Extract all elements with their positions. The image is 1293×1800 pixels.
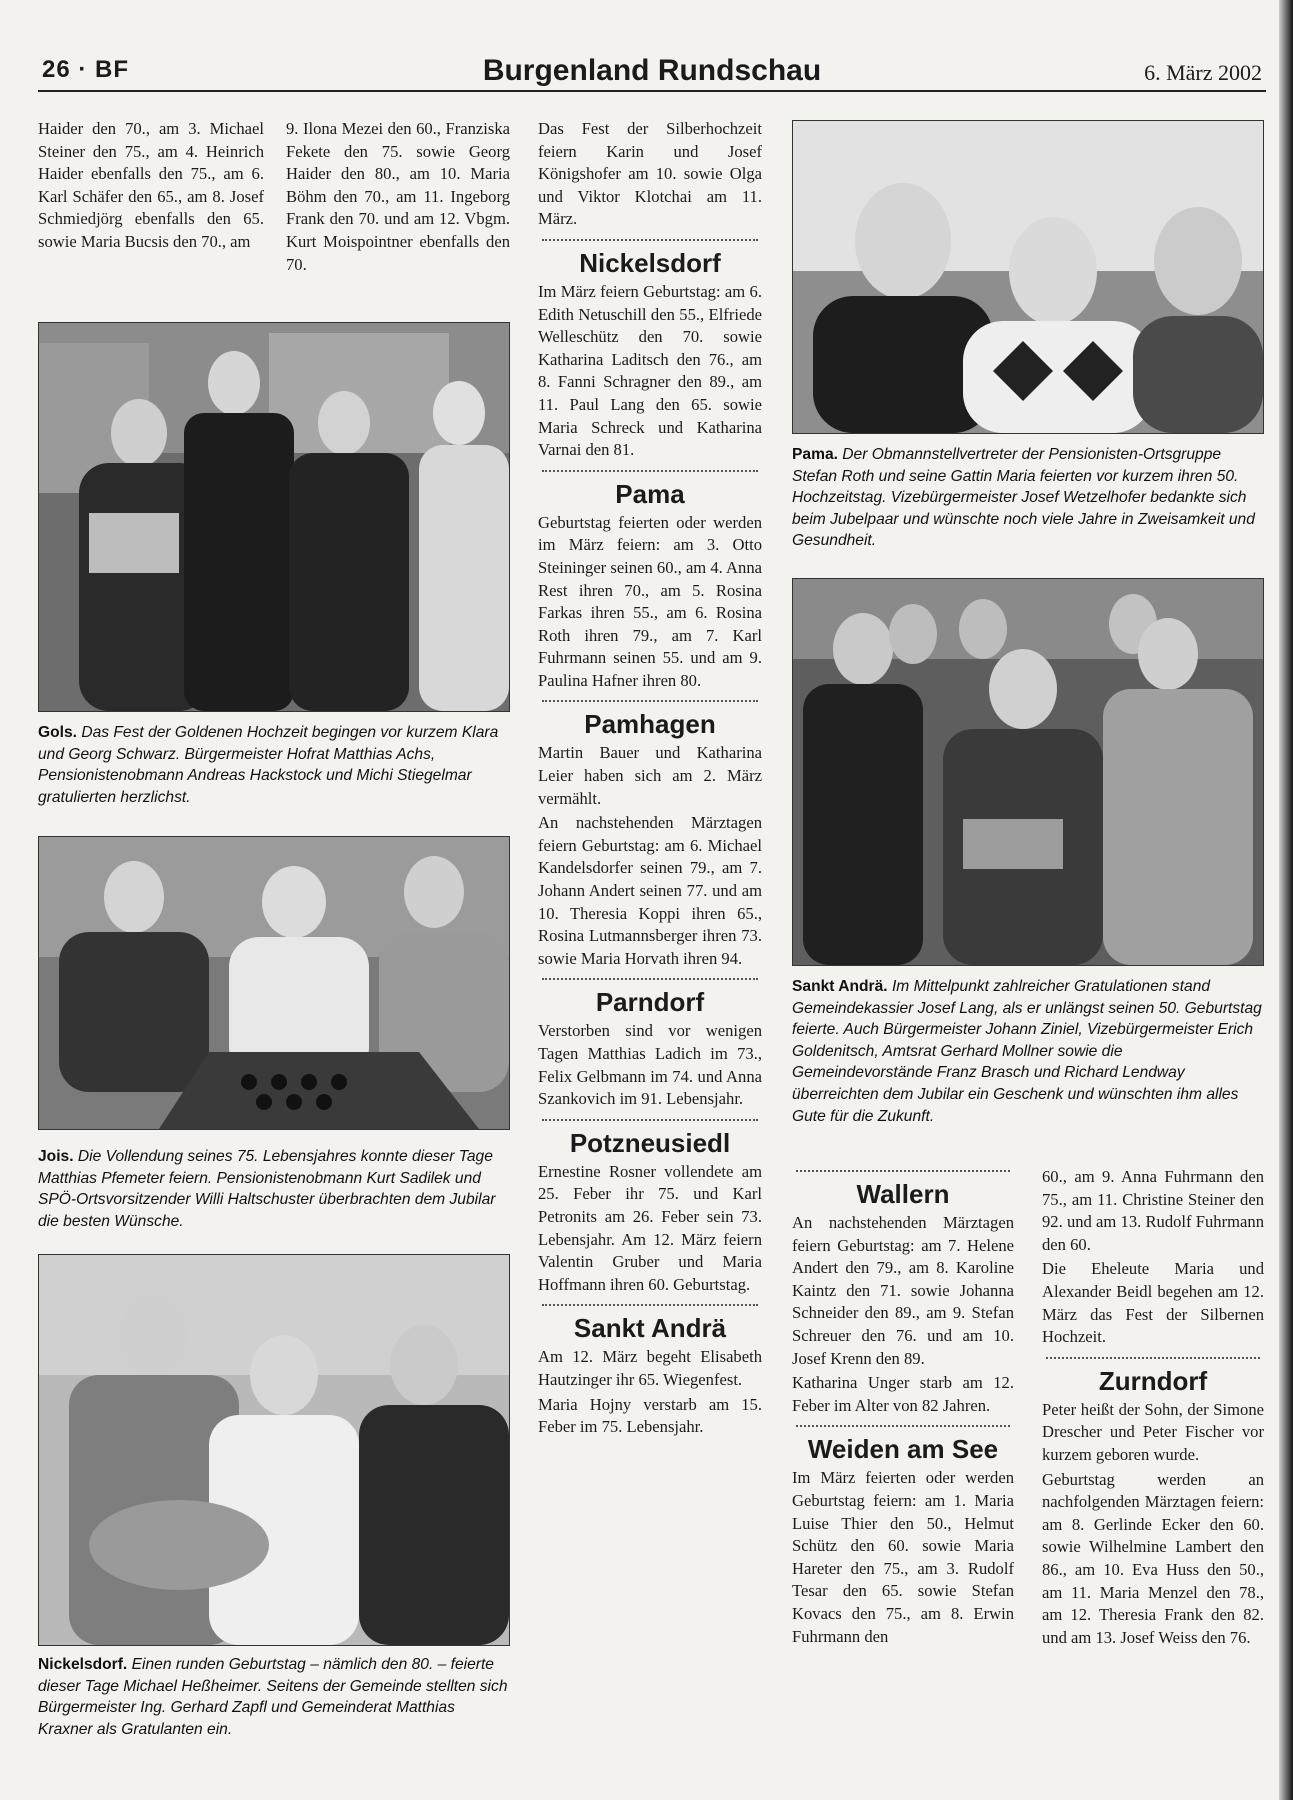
weiden-text-cont: 60., am 9. Anna Fuhrmann den 75., am 11. Christine Steiner den 92. und am 13. Rudolf Fuhrmann den 60. [1042,1167,1264,1254]
heading-wallern: Wallern [856,1179,950,1209]
heading-weiden-am-see: Weiden am See [807,1434,999,1465]
photo-gols [38,322,510,712]
zurndorf-text-2: Geburtstag werden an nachfolgenden Märztagen feiern: am 8. Gerlinde Ecker den 60. sowie Wilhelmine Lambert den 86., am 10. Eva Huss den 50., am 11. Maria Menzel den 78., am 12. Theresia Frank den 82. und am 13. Josef Weiss den 76. [1042,1469,1264,1647]
nickelsdorf-text: Im März feiern Geburtstag: am 6. Edith Netuschill den 55., Elfriede Welleschütz den 70. sowie Katharina Laditsch den 76., am 8. Fanni Schragner den 89., am 11. Paul Lang den 65. sowie Maria Schreck und Katharina Varnai den 81. [538,281,762,460]
pamhagen-text-2: An nachstehenden Märztagen feiern Geburtstag: am 6. Michael Kandelsdorfer seinen 79., am 7. Johann Andert seinen 77. und am 10. Theresia Koppi ihren 65., Rosina Lutmannsberger ihren 73. sowie Maria Horvath ihren 94. [538,813,762,968]
article-col1-top [38,118,264,256]
photo-pama [792,120,1264,434]
article-col4 [792,1162,1014,1650]
photo-sankt-andrae-image [793,579,1263,965]
wallern-text-2: Katharina Unger starb am 12. Feber im Alter von 82 Jahren. [792,1373,1014,1415]
article-col5 [1042,1166,1264,1651]
weiden-text: Im März feierten oder werden Geburtstag feiern: am 1. Maria Luise Thier den 50., Helmut Schütz den 60. sowie Maria Hareter den 75., am 3. Rudolf Tesar den 65. sowie Stefan Kovacs den 75., am 8. Erwin Fuhrmann den [792,1468,1014,1646]
caption-pama [792,444,1264,552]
photo-pama-image [793,121,1263,433]
heading-parndorf: Parndorf [595,987,705,1018]
pamhagen-text-1: Martin Bauer und Katharina Leier haben sich am 2. März vermählt. [538,743,762,808]
caption-sankt-andrae-text: Im Mittelpunkt zahlreicher Gratulationen stand Gemeindekassier Josef Lang, als er unlängst seinen 50. Geburtstag feierte. Auch Bürgermeister Johann Ziniel, Vizebürgermeister Erich Goldenitsch, Amtsrat Gerhard Mollner sowie die Gemeindevorstände Franz Brasch und Richard Lendway überreichten dem Jubilar ein Geschenk und wünschten ihm alles Gute für die Zukunft. [792,978,1262,1125]
caption-pama-text: Der Obmannstellvertreter der Pensionisten-Ortsgruppe Stefan Roth und seine Gattin Maria feierten vor kurzem ihren 50. Hochzeitstag. Vizebürgermeister Josef Wetzelhofer bedankte sich beim Jubelpaar und wünschte noch viele Jahre in Zweisamkeit und Gesundheit. [792,446,1255,550]
caption-jois [38,1146,510,1232]
pama-text: Geburtstag feierten oder werden im März feiern: am 3. Otto Steininger seinen 60., am 4. Anna Rest ihren 70., am 5. Rosina Farkas ihren 55., am 6. Rosina Roth ihren 79., am 7. Karl Fuhrmann seinen 55. und am 9. Paulina Hafner ihren 80. [538,512,762,690]
heading-pamhagen: Pamhagen [584,709,716,740]
photo-nickelsdorf [38,1254,510,1646]
caption-gols-place: Gols. [38,724,77,741]
heading-zurndorf: Zurndorf [1098,1365,1208,1396]
dotted-separator [542,1304,758,1306]
dotted-separator [542,470,758,472]
birthday-list-part1: Haider den 70., am 3. Michael Steiner den 75., am 4. Heinrich Haider ebenfalls den 75., am 6. Karl Schäfer den 65., am 8. Josef Schmiedjörg ebenfalls den 65. sowie Maria Bucsis den 70., am [38,119,264,251]
article-col3 [538,118,762,1441]
wallern-text: An nachstehenden Märztagen feiern Geburtstag: am 7. Helene Andert den 79., am 8. Karoline Kaintz den 71. sowie Johanna Schneider den 89., am 9. Stefan Schreuer den 76. und am 10. Josef Krenn den 89. [792,1213,1014,1368]
page-number: 26 · BF [42,56,130,83]
dotted-separator [796,1170,1010,1172]
article-col2-top [286,118,510,278]
photo-jois-image [39,837,509,1129]
caption-sankt-andrae-place: Sankt Andrä. [792,978,888,995]
newspaper-title: Burgenland Rundschau [482,54,822,87]
caption-nickelsdorf [38,1654,510,1740]
caption-nickelsdorf-place: Nickelsdorf. [38,1656,128,1673]
sankt-andrae-text-2: Maria Hojny verstarb am 15. Feber im 75. Lebensjahr. [538,1394,762,1437]
dotted-separator [542,700,758,702]
issue-date: 6. März 2002 [1144,60,1262,85]
dotted-separator [796,1425,1010,1427]
dotted-separator [1046,1357,1260,1359]
caption-jois-text: Die Vollendung seines 75. Lebensjahres konnte dieser Tage Matthias Pfemeter feiern. Pensionistenobmann Kurt Sadilek und SPÖ-Ortsvorsitzender Willi Haltschuster überbrachten dem Jubilar die besten Wünsche. [38,1148,496,1230]
caption-nickelsdorf-text: Einen runden Geburtstag – nämlich den 80. – feierte dieser Tage Michael Heßheimer. Seitens der Gemeinde stellten sich Bürgermeister Ing. Gerhard Zapfl und Gemeinderat Matthias Kraxner als Gratulanten ein. [38,1656,508,1738]
dotted-separator [542,239,758,241]
page-header [38,50,1266,92]
parndorf-text: Verstorben sind vor wenigen Tagen Matthias Ladich im 73., Felix Gelbmann im 74. und Anna Szankovich im 91. Lebensjahr. [538,1021,762,1109]
dotted-separator [542,978,758,980]
caption-sankt-andrae [792,976,1264,1127]
caption-gols [38,722,510,808]
birthday-list-part2: 9. Ilona Mezei den 60., Franziska Fekete den 75. sowie Georg Haider den 80., am 10. Maria Böhm den 70., am 11. Ingeborg Frank den 70. und am 12. Vbgm. Kurt Moispointner ebenfalls den 70. [286,119,510,274]
dotted-separator [542,1119,758,1121]
caption-pama-place: Pama. [792,446,838,463]
photo-jois [38,836,510,1130]
heading-nickelsdorf: Nickelsdorf [579,247,721,278]
weiden-text-cont-2: Die Eheleute Maria und Alexander Beidl begehen am 12. März das Fest der Silbernen Hochzeit. [1042,1259,1264,1347]
zurndorf-text-1: Peter heißt der Sohn, der Simone Drescher und Peter Fischer vor kurzem geboren wurde. [1042,1399,1264,1464]
caption-jois-place: Jois. [38,1148,74,1165]
photo-sankt-andrae [792,578,1264,966]
heading-potzneusiedl: Potzneusiedl [569,1127,731,1158]
photo-nickelsdorf-image [39,1255,509,1645]
sankt-andrae-text-1: Am 12. März begeht Elisabeth Hautzinger ihr 65. Wiegenfest. [538,1347,762,1389]
page-spine-shadow [1279,0,1293,1800]
silver-wedding-text: Das Fest der Silberhochzeit feiern Karin und Josef Königshofer am 10. sowie Olga und Viktor Klotchai am 11. März. [538,119,762,229]
heading-sankt-andrae: Sankt Andrä [573,1313,727,1344]
potzneusiedl-text: Ernestine Rosner vollendete am 25. Feber ihr 75. und Karl Petronits am 26. Feber sein 73. Lebensjahr. Am 12. März feiern Valentin Gruber und Maria Hoffmann ihren 60. Geburtstag. [538,1161,762,1294]
caption-gols-text: Das Fest der Goldenen Hochzeit begingen vor kurzem Klara und Georg Schwarz. Bürgermeister Hofrat Matthias Achs, Pensionistenobmann Andreas Hackstock und Michi Stiegelmar gratulierten herzlichst. [38,724,499,806]
heading-pama: Pama [615,478,685,509]
photo-gols-image [39,323,509,711]
